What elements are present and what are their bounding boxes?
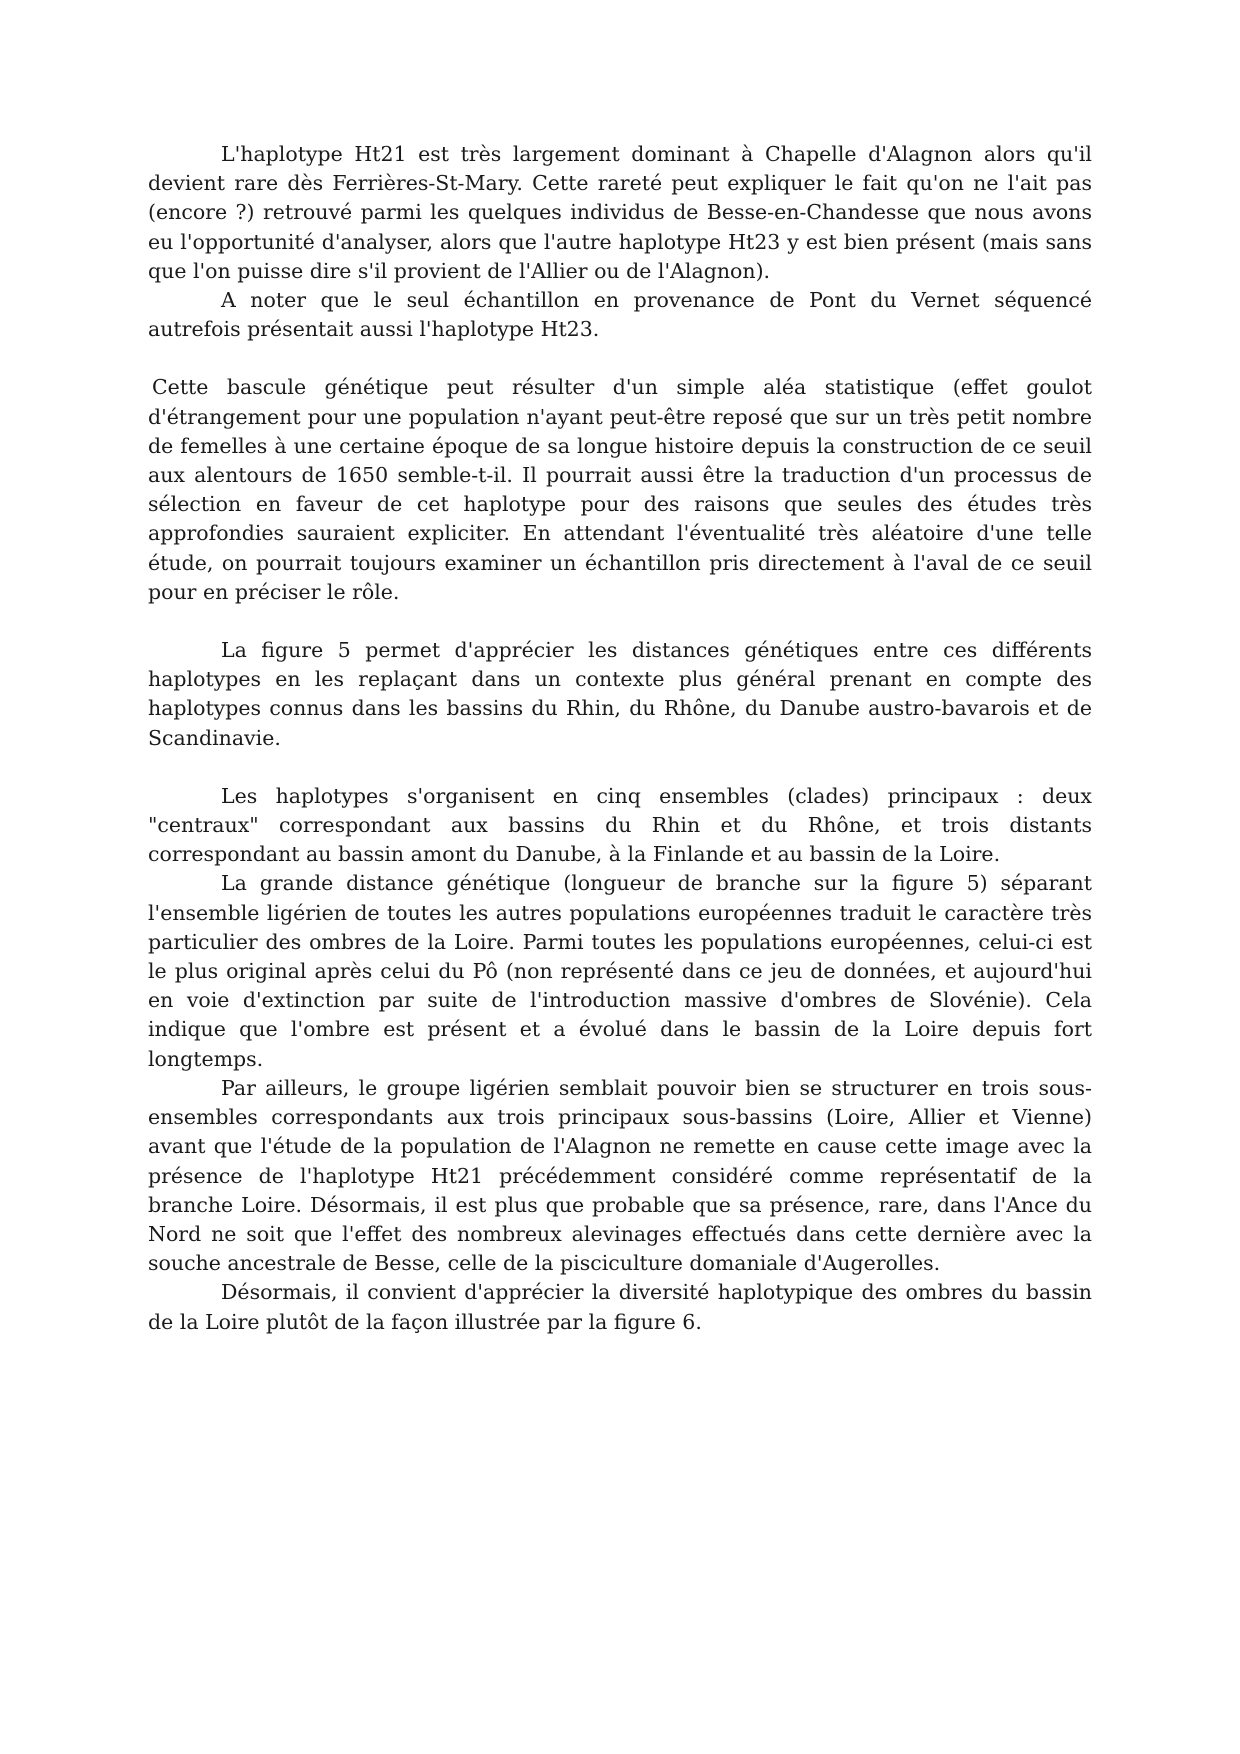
- document-page: [148, 140, 1092, 1337]
- paragraph-ht21-dominance: L'haplotype Ht21 est très largement dominant à Chapelle d'Alagnon alors qu'il devient rare dès Ferrières-St-Mary. Cette rareté peut expliquer le fait qu'on ne l'ait pas (encore ?) retrouvé parmi les quelques individus de Besse-en-Chandesse que nous avons eu l'opportunité d'analyser, alors que l'autre haplotype Ht23 y est bien présent (mais sans que l'on puisse dire s'il provient de l'Allier ou de l'Alagnon).: [148, 142, 1092, 283]
- paragraph-genetic-distance: La grande distance génétique (longueur de branche sur la figure 5) séparant l'ensemble ligérien de toutes les autres populations européennes traduit le caractère très particulier des ombres de la Loire. Parmi toutes les populations européennes, celui-ci est le plus original après celui du Pô (non représenté dans ce jeu de données, et aujourd'hui en voie d'extinction par suite de l'introduction massive d'ombres de Slovénie). Cela indique que l'ombre est présent et a évolué dans le bassin de la Loire depuis fort longtemps.: [148, 871, 1092, 1071]
- paragraph-figure-6: Désormais, il convient d'apprécier la diversité haplotypique des ombres du bassin de la Loire plutôt de la façon illustrée par la figure 6.: [148, 1280, 1092, 1334]
- paragraph-ligerian-group: Par ailleurs, le groupe ligérien semblait pouvoir bien se structurer en trois sous-ensembles correspondants aux trois principaux sous-bassins (Loire, Allier et Vienne) avant que l'étude de la population de l'Alagnon ne remette en cause cette image avec la présence de l'haplotype Ht21 précédemment considéré comme représentatif de la branche Loire. Désormais, il est plus que probable que sa présence, rare, dans l'Ance du Nord ne soit que l'effet des nombreux alevinages effectués dans cette dernière avec la souche ancestrale de Besse, celle de la pisciculture domaniale d'Augerolles.: [148, 1075, 1092, 1276]
- paragraph-pont-du-vernet: A noter que le seul échantillon en provenance de Pont du Vernet séquencé autrefois présentait aussi l'haplotype Ht23.: [148, 288, 1092, 342]
- paragraph-figure-5: La figure 5 permet d'apprécier les distances génétiques entre ces différents haplotypes en les replaçant dans un contexte plus général prenant en compte des haplotypes connus dans les bassins du Rhin, du Rhône, du Danube austro-bavarois et de Scandinavie.: [148, 638, 1092, 750]
- paragraph-five-clades: Les haplotypes s'organisent en cinq ensembles (clades) principaux : deux "centraux" correspondant aux bassins du Rhin et du Rhône, et trois distants correspondant au bassin amont du Danube, à la Finlande et au bassin de la Loire.: [148, 783, 1092, 867]
- paragraph-genetic-shift: Cette bascule génétique peut résulter d'un simple aléa statistique (effet goulot d'étrangement pour une population n'ayant peut-être reposé que sur un très petit nombre de femelles à une certaine époque de sa longue histoire depuis la construction de ce seuil aux alentours de 1650 semble-t-il. Il pourrait aussi être la traduction d'un processus de sélection en faveur de cet haplotype pour des raisons que seules des études très approfondies sauraient expliciter. En attendant l'éventualité très aléatoire d'une telle étude, on pourrait toujours examiner un échantillon pris directement à l'aval de ce seuil pour en préciser le rôle.: [148, 375, 1092, 604]
